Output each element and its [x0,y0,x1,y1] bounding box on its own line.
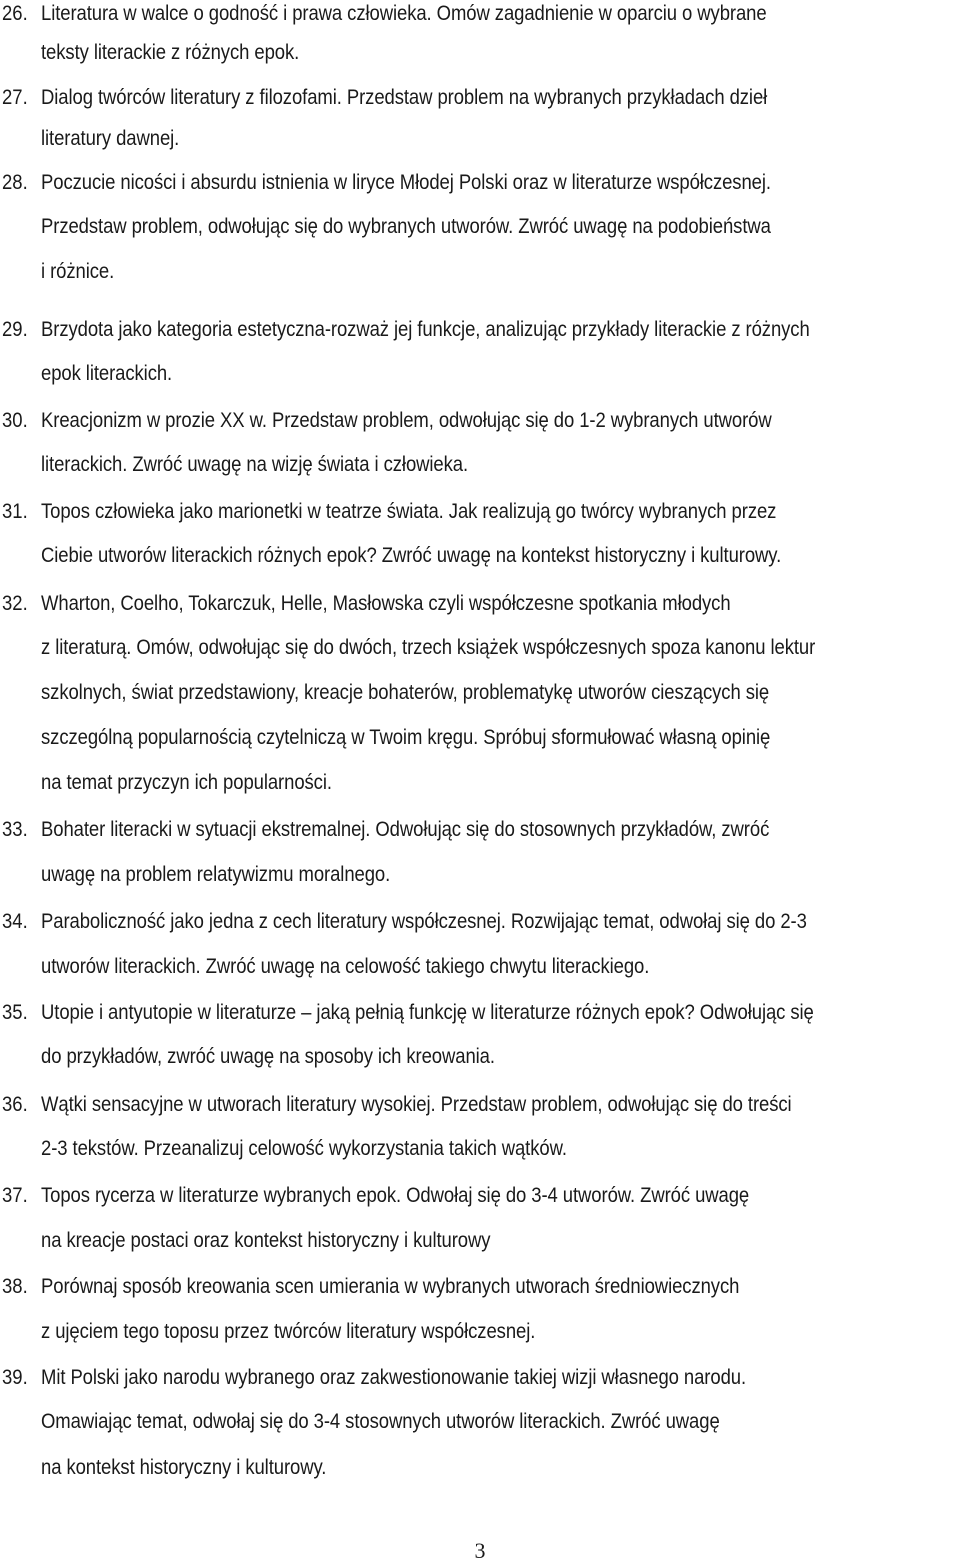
item-text-line: Ciebie utworów literackich różnych epok? Zwróć uwagę na kontekst historyczny i kulturowy. [41,543,782,567]
item-number: 31. [2,499,28,523]
item-text-line: i różnice. [41,259,115,283]
item-text-line: Paraboliczność jako jedna z cech literatury współczesnej. Rozwijając temat, odwołaj się do 2-3 [41,909,807,933]
item-text-line: szkolnych, świat przedstawiony, kreacje bohaterów, problematykę utworów cieszących się [41,680,770,704]
item-text-line: Topos człowieka jako marionetki w teatrze świata. Jak realizują go twórcy wybranych przez [41,499,777,523]
item-text-line: Literatura w walce o godność i prawa człowieka. Omów zagadnienie w oparciu o wybrane [41,1,767,25]
item-text-line: Omawiając temat, odwołaj się do 3-4 stosownych utworów literackich. Zwróć uwagę [41,1409,720,1433]
item-number: 30. [2,408,28,432]
item-text-line: literatury dawnej. [41,126,180,150]
item-text-line: na kreacje postaci oraz kontekst historyczny i kulturowy [41,1228,491,1252]
item-text-line: na temat przyczyn ich popularności. [41,770,332,794]
item-text-line: uwagę na problem relatywizmu moralnego. [41,862,391,886]
item-number: 37. [2,1183,28,1207]
item-number: 36. [2,1092,28,1116]
item-text-line: Kreacjonizm w prozie XX w. Przedstaw problem, odwołując się do 1-2 wybranych utworów [41,408,772,432]
item-text-line: Utopie i antyutopie w literaturze – jaką pełnią funkcję w literaturze różnych epok? Odwołując się [41,1000,814,1024]
item-number: 32. [2,591,28,615]
item-text-line: Porównaj sposób kreowania scen umierania w wybranych utworach średniowiecznych [41,1274,740,1298]
item-text-line: Dialog twórców literatury z filozofami. Przedstaw problem na wybranych przykładach dzieł [41,85,768,109]
item-number: 26. [2,1,28,25]
item-number: 29. [2,317,28,341]
item-text-line: Wharton, Coelho, Tokarczuk, Helle, Masłowska czyli współczesne spotkania młodych [41,591,731,615]
item-text-line: literackich. Zwróć uwagę na wizję świata i człowieka. [41,452,469,476]
item-text-line: Wątki sensacyjne w utworach literatury wysokiej. Przedstaw problem, odwołując się do treści [41,1092,792,1116]
item-number: 34. [2,909,28,933]
item-text-line: epok literackich. [41,361,173,385]
item-text-line: Poczucie nicości i absurdu istnienia w liryce Młodej Polski oraz w literaturze współczesnej. [41,170,771,194]
item-text-line: na kontekst historyczny i kulturowy. [41,1455,327,1479]
item-number: 33. [2,817,28,841]
item-text-line: Przedstaw problem, odwołując się do wybranych utworów. Zwróć uwagę na podobieństwa [41,214,771,238]
item-text-line: Bohater literacki w sytuacji ekstremalnej. Odwołując się do stosownych przykładów, zwróć [41,817,770,841]
item-number: 38. [2,1274,28,1298]
item-text-line: Mit Polski jako narodu wybranego oraz zakwestionowanie takiej wizji własnego narodu. [41,1365,747,1389]
item-text-line: 2-3 tekstów. Przeanalizuj celowość wykorzystania takich wątków. [41,1136,567,1160]
item-text-line: szczególną popularnością czytelniczą w Twoim kręgu. Spróbuj sformułować własną opinię [41,725,771,749]
item-text-line: teksty literackie z różnych epok. [41,40,300,64]
item-number: 27. [2,85,28,109]
item-text-line: Topos rycerza w literaturze wybranych epok. Odwołaj się do 3-4 utworów. Zwróć uwagę [41,1183,750,1207]
item-number: 39. [2,1365,28,1389]
item-text-line: do przykładów, zwróć uwagę na sposoby ich kreowania. [41,1044,495,1068]
item-text-line: z ujęciem tego toposu przez twórców literatury współczesnej. [41,1319,536,1343]
item-number: 35. [2,1000,28,1024]
page-number: 3 [474,1538,486,1563]
item-text-line: Brzydota jako kategoria estetyczna-rozważ jej funkcje, analizując przykłady literackie z różnych [41,317,810,341]
item-text-line: utworów literackich. Zwróć uwagę na celowość takiego chwytu literackiego. [41,954,650,978]
item-text-line: z literaturą. Omów, odwołując się do dwóch, trzech książek współczesnych spoza kanonu lektur [41,635,816,659]
item-number: 28. [2,170,28,194]
